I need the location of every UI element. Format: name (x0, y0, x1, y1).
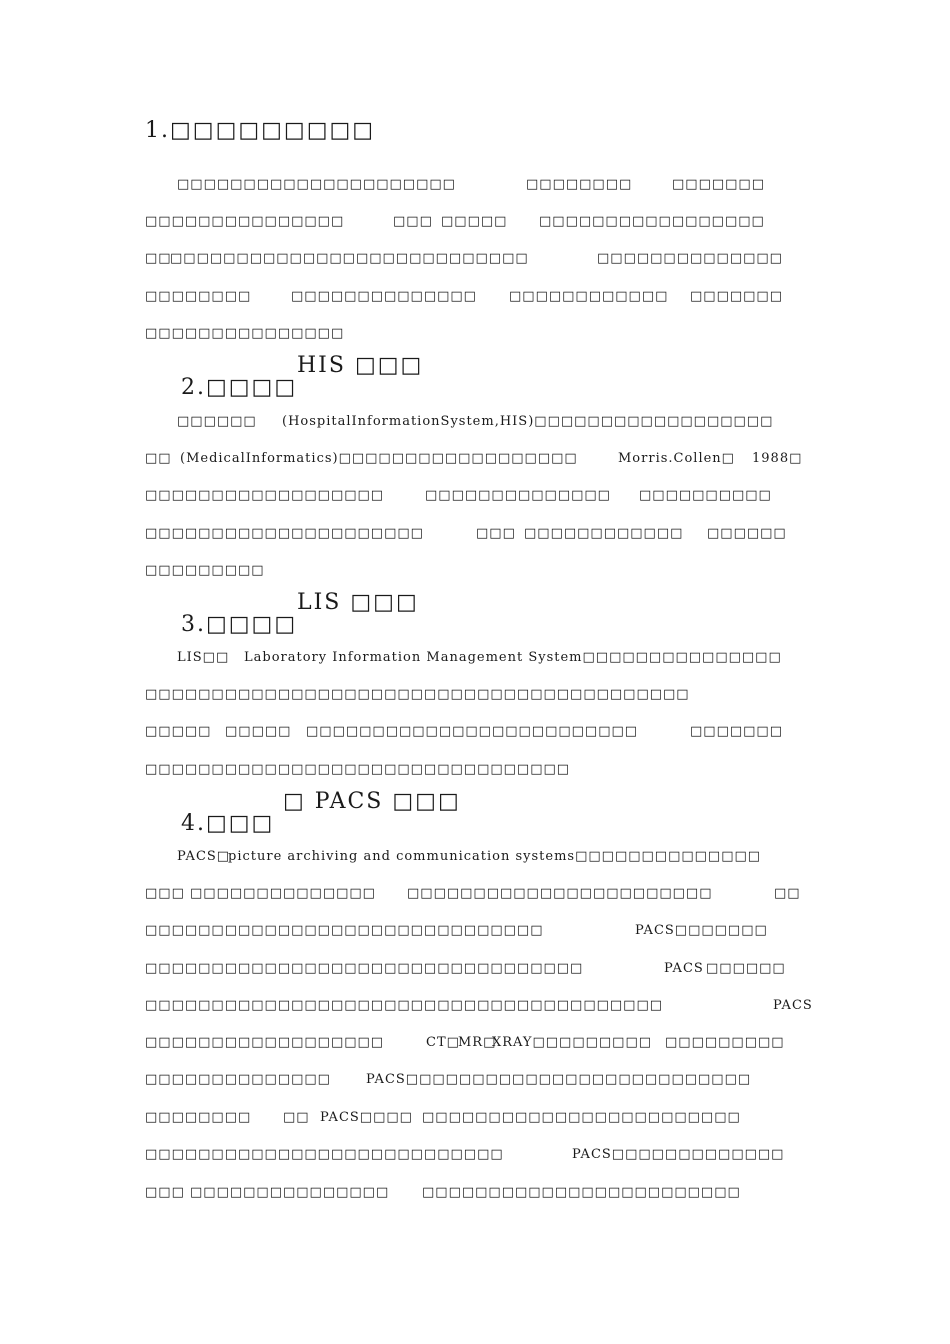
text-segment: □□□□□□□□□□□□□□□ (145, 326, 345, 341)
text-segment: □□□□□□□□□□□□ (509, 289, 669, 304)
text-segment: □□□□□□□□□□□□□□□□□□□□□□□□□□□□□□□□□□□□□□□ (145, 998, 664, 1013)
text-segment: XRAY□□□□□□□□□ (492, 1035, 653, 1050)
text-segment: PACS□□□□□□□ (635, 923, 768, 938)
text-segment: □□□□□□□□□□□□□□ (291, 289, 477, 304)
text-segment: □□□□□ (441, 214, 508, 229)
text-segment: 1988□ (752, 451, 803, 466)
text-segment: □□□□□□□□□□□□□□□□□□□□□□□□□□□□□□□□ (145, 762, 571, 777)
text-segment: □□□□□□□□□□□□□□ (597, 251, 783, 266)
text-segment: □□□□□□□□□□□□□□ (190, 886, 376, 901)
text-segment: □□□□□□□□ (145, 1110, 252, 1125)
text-segment: picture archiving and communication systems□□□□□□□□□□□□□□ (228, 849, 762, 864)
text-segment: □□□□□□□□□□□□□□ (145, 1072, 331, 1087)
text-segment: □□□□□□□□□□□□ (524, 526, 684, 541)
text-segment: PACS□□□□□□□□□□□□□□□□□□□□□□□□□□ (366, 1072, 752, 1087)
text-segment: □□□□□□□ (672, 177, 765, 192)
section-heading: □ PACS □□□ (283, 789, 461, 814)
section-heading: HIS □□□ (297, 353, 424, 378)
text-segment: □□□□□□□□□ (665, 1035, 785, 1050)
text-segment: □□ (283, 1110, 310, 1125)
text-segment: (MedicalInformatics)□□□□□□□□□□□□□□□□□□ (180, 451, 578, 466)
text-segment: PACS□□□□ (320, 1110, 413, 1125)
text-segment: □□□□□□ (707, 526, 787, 541)
section-heading: 3.□□□□ (180, 612, 298, 637)
text-segment: □□□□□□□ (690, 724, 783, 739)
text-segment: □□□□□□□□□□□□□□□□□□□□□□□□□ (306, 724, 639, 739)
text-segment: □□□□□□□□□□□□□□□□□ (539, 214, 765, 229)
text-segment: □□ (145, 451, 172, 466)
text-segment: □□ (145, 251, 172, 266)
text-segment: □□□ (145, 886, 185, 901)
text-segment: □□□ (393, 214, 433, 229)
text-segment: □□□□□□□□□□□□□□□□□□ (145, 1035, 385, 1050)
text-segment: □□□ (145, 1185, 185, 1200)
text-segment: □□□□□□□□□□□□□□□□□□□□□□□□□□□□□□ (145, 923, 544, 938)
text-segment: PACS□ (177, 849, 231, 864)
text-segment: □□□□□□□□□ (145, 563, 265, 578)
text-segment: □□□□□□□□□□□□□□□ (145, 214, 345, 229)
text-segment: Morris.Collen□ (618, 451, 735, 466)
text-segment: □□□□□ (225, 724, 292, 739)
text-segment: □□□□□□ (706, 961, 786, 976)
text-segment: □□□□□□ (177, 414, 257, 429)
text-segment: □□□□□□□□□□ (639, 488, 772, 503)
text-segment: □□□ (476, 526, 516, 541)
text-segment: □□□□□□□□□□□□□□□□□□□□□□□□ (422, 1110, 741, 1125)
text-segment: CT□ (426, 1035, 460, 1050)
text-segment: □□□□□□□□□□□□□□□□□□□□□□□□□□□□□□□□□ (145, 961, 584, 976)
text-segment: □□□□□□□□□□□□□□□□□□□□□□□□□□□ (145, 1147, 504, 1162)
text-segment: □□□□□□□□ (526, 177, 633, 192)
text-segment: PACS (773, 998, 813, 1013)
text-segment: □□□□□□□□□□□□□□□□□□ (145, 488, 385, 503)
text-segment: PACS□□□□□□□□□□□□□ (572, 1147, 785, 1162)
text-segment: □□□□□□□□□□□□□□□□□□□□□□□□□□□□□□□□□□□□□□□□□ (145, 687, 690, 702)
section-heading: 1.□□□□□□□□□ (145, 118, 376, 143)
text-segment: LIS□□ (177, 650, 230, 665)
text-segment: □□□□□□□□□□□□□□□□□□□□□□□ (407, 886, 713, 901)
text-segment: □□□□□□□□□□□□□□□□□□□□□□□□ (422, 1185, 741, 1200)
text-segment: (HospitalInformationSystem,HIS)□□□□□□□□□□□□□□□□□□ (282, 414, 774, 429)
text-segment: PACS (664, 961, 704, 976)
text-segment: □□ (774, 886, 801, 901)
text-segment: □□□□□□□□□□□□□□□□□□□□□□□□□□□ (170, 251, 529, 266)
text-segment: □□□□□□□□□□□□□□□□□□□□□ (177, 177, 456, 192)
text-segment: MR□ (458, 1035, 497, 1050)
section-heading: 2.□□□□ (180, 375, 298, 400)
text-segment: □□□□□□□□ (145, 289, 252, 304)
section-heading: 4.□□□ (180, 811, 275, 836)
text-segment: □□□□□ (145, 724, 212, 739)
text-segment: Laboratory Information Management System□□□□□□□□□□□□□□□ (244, 650, 782, 665)
section-heading: LIS □□□ (297, 590, 419, 615)
text-segment: □□□□□□□ (690, 289, 783, 304)
text-segment: □□□□□□□□□□□□□□ (425, 488, 611, 503)
text-segment: □□□□□□□□□□□□□□□ (190, 1185, 390, 1200)
text-segment: □□□□□□□□□□□□□□□□□□□□□ (145, 526, 424, 541)
